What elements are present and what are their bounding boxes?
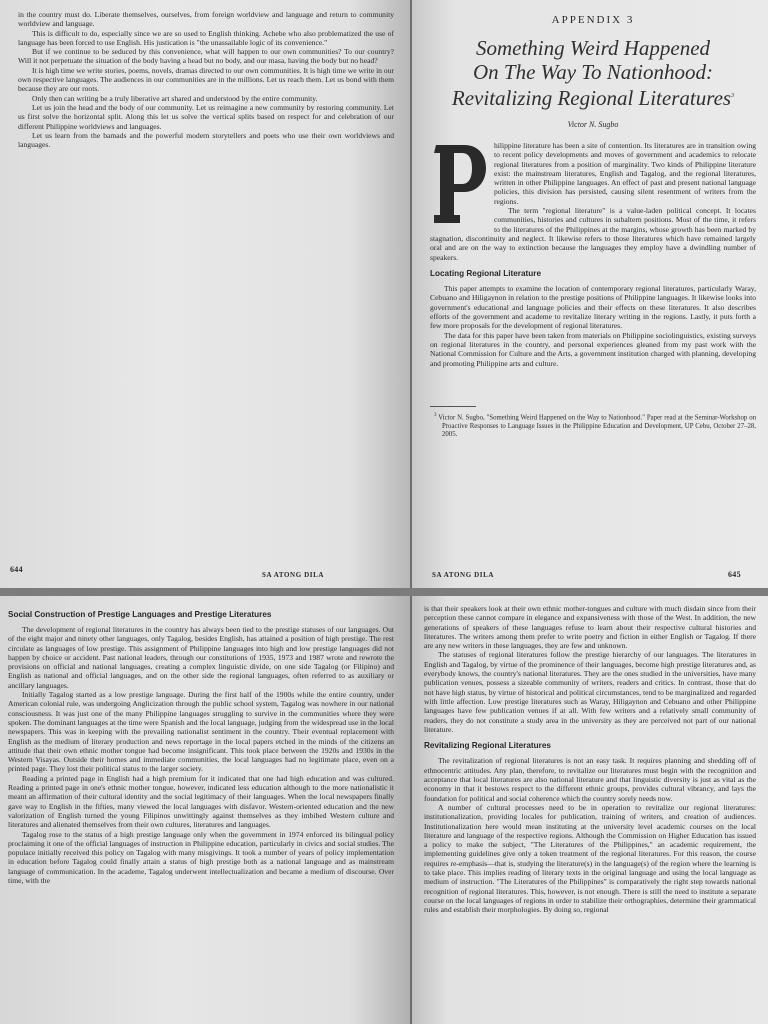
page-645 <box>412 0 768 588</box>
paragraph: The revitalization of regional literatures is not an easy task. It requires planning and shedding off of ethnocentric attitudes. Any plan, therefore, to revitalize our literatures must begin with the recognition and acceptance that local literatures are also national literature and that linguistic diversity is just as vital as the economy in that it bestows respect to the different ethnic groups, provides cultural vibrancy, and lays the foundation for political and social coherence which the country sorely needs now. <box>424 756 756 803</box>
spread-separator <box>0 588 768 596</box>
paragraph: hilippine literature has been a site of contention. Its literatures are in transition owing to recent policy developments and moves of government and academics to relocate regional literatures from a position of marginality. Two kinds of Philippine literature exist: the mainstream literatures, English and Tagalog, and the regional literatures, written in other Philippine languages. An effect of past and present national language policies, this division has persisted, causing silent resentment of writers from the regions. <box>494 141 756 206</box>
article-title <box>430 36 756 110</box>
page-646-body <box>8 625 394 885</box>
page-644 <box>0 0 410 588</box>
page-647 <box>412 596 768 1024</box>
running-footer: SA ATONG DILA <box>262 571 325 579</box>
paragraph: Reading a printed page in English had a high premium for it indicated that one had high education and was cultured. Reading a printed page in one's ethnic mother tongue, however, indicated less education although to the more nationalistic it meant an affirmation of their cultural identity and the social legitimacy of their languages. When the local newspapers finally gave way to English in the fifties, many viewed the local languages with disfavor. Western-oriented education and the new valorization of English turned the young Filipinos unwittingly against themselves as they imbibed Western culture and literatures and alienated themselves from their own cultures, literatures and languages. <box>8 773 394 830</box>
footnote-rule <box>430 406 476 407</box>
running-footer: SA ATONG DILA <box>432 571 495 579</box>
footnote-text: Victor N. Sugbo, "Something Weird Happened on the Way to Nationhood." Paper read at the Seminar-Workshop on Proactive Responses to Language Issues in the Philippine Education and Development, UP Cebu, October 27–28, 2005. <box>438 414 756 438</box>
paragraph: Only then can writing be a truly liberative art shared and understood by the entire community. <box>32 93 318 103</box>
page-644-body <box>18 10 394 149</box>
paragraph: A number of cultural processes need to be in operation to revitalize our regional literatures: institutionalization, providing locales for publication, training of writers, and creation of audiences. Institutionalization here would mean instituting at the university level academic courses on the local literature and language of the respective regions. Although the Commission on Higher Education has issued a policy to make the subject, "The Literatures of the Philippines," an academic requirement, the implementing guidelines give only a token treatment of the regional literatures. For this reason, the course requires re-emphasis—that is, studying the literature(s) in the language(s) of the region where the learning is to take place. This implies reading of literary texts in the original language and using the local language as medium of instruction. "The Literatures of the Philippines" is comparatively the right step towards national recognition of regional literatures. This, however, is not enough. There is still the need to institute a separate course on the local languages of regions in order to stabilize their orthographies, determine their grammatical rules and establish their morphologies. By doing so, regional <box>424 802 756 915</box>
footnote-mark: 3 <box>434 412 437 418</box>
section-heading: Revitalizing Regional Literatures <box>424 741 551 751</box>
page-645-body <box>430 141 756 439</box>
page-647-body <box>424 604 756 915</box>
section-heading: Social Construction of Prestige Languages and Prestige Literatures <box>8 610 272 619</box>
paragraph: This is difficult to do, especially since we are so used to English thinking. Achebe who also problematized the use of language has been forced to use English. His justication is "the unassailable logic of its convenience." <box>18 28 394 47</box>
paragraph: The data for this paper have been taken from materials on Philippine sociolinguistics, existing surveys on regional literatures in the country, and personal experiences gleaned from my past work with the National Commission for Culture and the Arts, a government institution charged with planning, developing and promoting Philippine arts and culture. <box>430 330 756 368</box>
drop-cap <box>430 141 488 227</box>
paragraph: The development of regional literatures in the country has always been tied to the prestige statuses of our languages. Out of the eight major and ninety other languages, only Tagalog, besides English, has attained a position of high prestige. The rest circulate as languages of low prestige. This assignment of Philippine languages into high and low prestige languages did not happen by choice or accident. Past national leaders, through our constitutions of 1935, 1973 and 1987 wrote and rewrote the provisions on official and national languages, creating a complex linguistic divide, on one side Tagalog (or Filipino) and English as national and official languages, and on the other side the regional languages, often referred to as auxiliary or ancillary languages. <box>8 625 394 690</box>
page-number: 644 <box>10 565 23 574</box>
paragraph: Tagalog rose to the status of a high prestige language only when the government in 1974 enforced its bilingual policy proclaiming it one of the official languages of instruction in Philippine education, particularly in civics and social studies. The populace initially received this policy on Tagalog with many misgivings. It took a number of years of policy implementation in education before Tagalog could finally attain a status of high prestige both as a national language and as mainstream language of communication. In the academe, Tagalog underwent intellectualization and became a medium of discourse. Over time, with the <box>8 829 394 886</box>
page-number: 645 <box>728 570 741 579</box>
paragraph: Let us join the head and the body of our community. Let us reimagine a new community by restoring community. Let us first solve the horizontal split. Along this let us solve the vertical splits based on respect for and celebration of our different Philippine worldviews and languages. <box>18 102 394 131</box>
paragraph: Initially Tagalog started as a low prestige language. During the first half of the 1900s while the entire country, under American colonial rule, was undergoing Anglicization through the public school system, Tagalog was nowhere in our national consciousness. It was just one of the many Philippine languages struggling to survive in the communities where they were spoken. The dominant languages at the time were Spanish and the local language, judging from the widespread use in the local newspapers. This was in keeping with the prevailing nationalist sentiment in the country. Their eventual replacement with English as the medium of literary production and news reportage in the local papers etched in the minds of the citizens an attitude that their own ethnic mother tongue had become insignificant. This took place between the 1920s and 1930s in the Western Visayas. Outside their homes and immediate communities, the local languages had no legitimate place, even on a printed page. They lost their political status to the larger society. <box>8 690 394 774</box>
page-646 <box>0 596 410 1024</box>
title-line: Revitalizing Regional Literatures <box>451 86 732 110</box>
section-heading: Locating Regional Literature <box>430 268 541 278</box>
author-name: Victor N. Sugbo <box>567 120 619 129</box>
footnote-ref: 3 <box>731 93 735 99</box>
paragraph: But if we continue to be seduced by this convenience, what will happen to our own communities? To our country? Will it not perpetuate the situation of the body having a head but no body, and our masa, having the body but no head? <box>18 47 394 66</box>
footnote <box>430 412 756 439</box>
title-line: Something Weird Happened <box>475 36 711 60</box>
paragraph: The statuses of regional literatures follow the prestige hierarchy of our languages. The literatures in English and Tagalog, by virtue of the prominence of their languages, become high prestige literatures and, as everybody knows, the country's national literatures. They are the ones studied in the universities, have many publication venues, possess a sizeable community of writers, readers and critics. In contrast, those that do not have high status, by virtue of historical and political circumstances, tend to be marginalized and regarded with little affection. Low prestige literatures such as Waray, Hiligaynon and Cebuano and other Philippine languages have few publication venues if at all. With few writers and a relatively small community of readers, they do not constitute a study area in the university as they are perceived not part of our national literature. <box>424 650 756 734</box>
paragraph: Let us learn from the bamads and the powerful modern storytellers and poets who use their own worldviews and languages. <box>18 130 394 150</box>
title-line-with-note <box>430 84 756 110</box>
paragraph: in the country must do. Liberate themselves, ourselves, from foreign worldview and language and return to community worldview and language. <box>18 10 394 29</box>
paragraph: The term "regional literature" is a value-laden political concept. It locates communities, histories and cultures in subaltern positions. Most of the time, it refers to the literatures of the Philippines at the margins, whose growth has been marked by stagnation, discontinuity and neglect. It likewise refers to those literatures which have remained largely oral and are on the way to extinction because the languages they employ have a dwindling number of speakers. <box>430 206 756 262</box>
drop-cap-p-glyph <box>430 141 488 227</box>
paragraph: is that their speakers look at their own ethnic mother-tongues and culture with much disdain since from their perception these cannot compare in elegance and expansiveness with those of the West. In addition, the new generations of speakers of these languages refuse to learn about their respective cultural histories and literatures. The writers among them prefer to write poetry and fiction in either English or Tagalog. If there are any new writers in these languages, they are few and unknown. <box>424 604 756 651</box>
appendix-label: APPENDIX 3 <box>551 14 635 26</box>
title-line: On The Way To Nationhood: <box>473 60 713 84</box>
paragraph: This paper attempts to examine the location of contemporary regional literatures, particularly Waray, Cebuano and Hiligaynon in relation to the prestige positions of Philippine languages. It likewise looks into government's educational and language policies and their effects on these literatures. It also describes efforts of the government and academe to revitalize literary writing in the regions. Lastly, it puts forth a few more proposals for the development of regional literatures. <box>430 284 756 331</box>
paragraph: It is high time we write stories, poems, novels, dramas directed to our own communities. It is high time we write in our own respective languages. The audiences in our communities are in the millions. Let us reach them. Let us bond with them because they are our roots. <box>18 65 394 94</box>
